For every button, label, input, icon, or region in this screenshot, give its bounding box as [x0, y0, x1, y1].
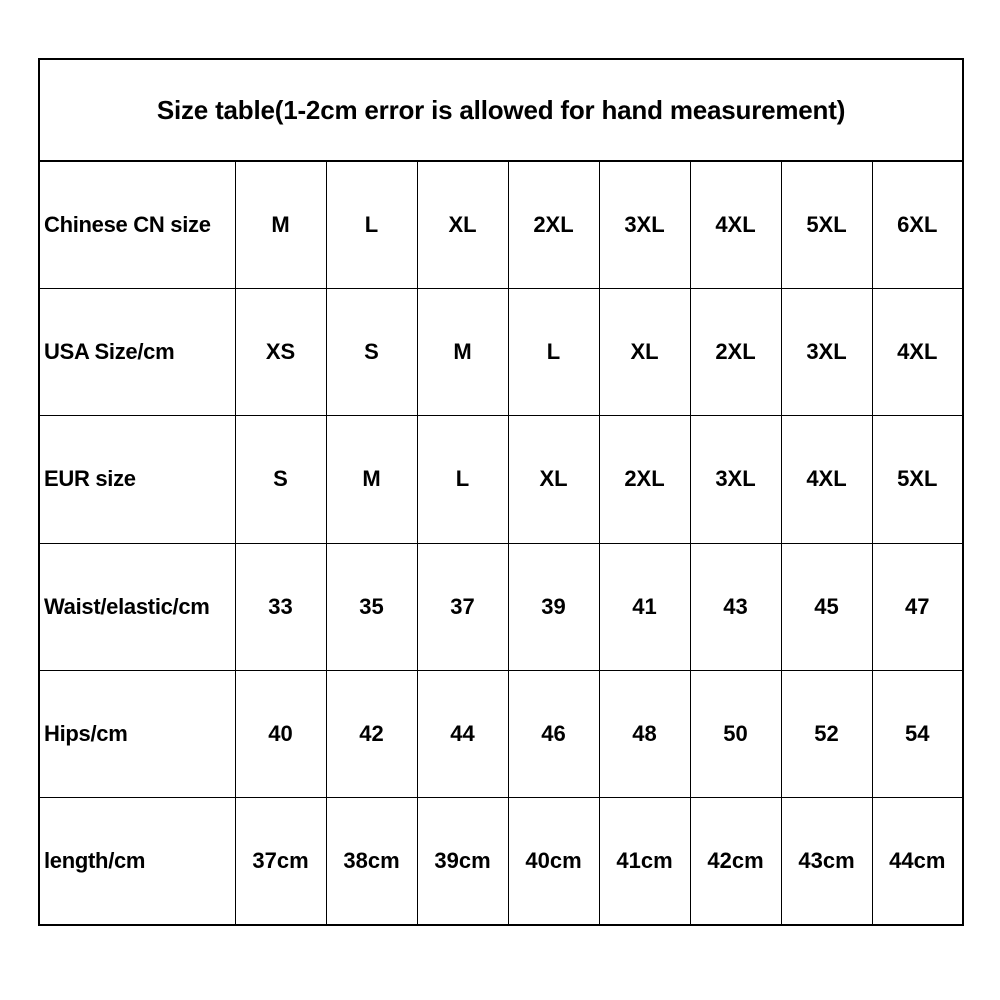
table-cell: L [326, 161, 417, 289]
table-cell: 52 [781, 670, 872, 797]
table-cell: 4XL [872, 289, 963, 416]
table-cell: 40cm [508, 797, 599, 925]
table-cell: M [235, 161, 326, 289]
table-cell: 39 [508, 543, 599, 670]
table-cell: 40 [235, 670, 326, 797]
table-cell: 3XL [599, 161, 690, 289]
table-cell: XL [417, 161, 508, 289]
table-cell: L [508, 289, 599, 416]
size-table [38, 58, 964, 926]
row-label: Waist/elastic/cm [39, 543, 235, 670]
table-cell: XL [599, 289, 690, 416]
table-cell: 38cm [326, 797, 417, 925]
table-row [39, 543, 963, 670]
row-label: length/cm [39, 797, 235, 925]
table-cell: M [417, 289, 508, 416]
table-cell: 39cm [417, 797, 508, 925]
table-cell: L [417, 416, 508, 543]
table-row [39, 416, 963, 543]
row-label: USA Size/cm [39, 289, 235, 416]
table-cell: 54 [872, 670, 963, 797]
table-cell: 48 [599, 670, 690, 797]
size-table-body [39, 59, 963, 925]
table-cell: 43 [690, 543, 781, 670]
table-cell: 43cm [781, 797, 872, 925]
table-cell: 3XL [690, 416, 781, 543]
row-label: EUR size [39, 416, 235, 543]
table-title-row [39, 59, 963, 161]
table-cell: 5XL [872, 416, 963, 543]
table-cell: 42 [326, 670, 417, 797]
table-cell: M [326, 416, 417, 543]
table-cell: S [235, 416, 326, 543]
table-cell: 37 [417, 543, 508, 670]
row-label: Chinese CN size [39, 161, 235, 289]
table-cell: 41cm [599, 797, 690, 925]
table-cell: 44cm [872, 797, 963, 925]
table-cell: 5XL [781, 161, 872, 289]
table-cell: 47 [872, 543, 963, 670]
table-cell: 3XL [781, 289, 872, 416]
table-row [39, 670, 963, 797]
table-cell: 45 [781, 543, 872, 670]
table-title: Size table(1-2cm error is allowed for hand measurement) [39, 59, 963, 161]
table-cell: 4XL [781, 416, 872, 543]
table-row [39, 797, 963, 925]
table-cell: 2XL [599, 416, 690, 543]
table-cell: 6XL [872, 161, 963, 289]
table-row [39, 161, 963, 289]
table-cell: XL [508, 416, 599, 543]
table-cell: 2XL [690, 289, 781, 416]
table-cell: S [326, 289, 417, 416]
table-cell: 42cm [690, 797, 781, 925]
table-cell: 50 [690, 670, 781, 797]
table-cell: 4XL [690, 161, 781, 289]
table-cell: 44 [417, 670, 508, 797]
table-cell: 41 [599, 543, 690, 670]
table-cell: 33 [235, 543, 326, 670]
table-cell: 2XL [508, 161, 599, 289]
table-row [39, 289, 963, 416]
table-cell: 37cm [235, 797, 326, 925]
table-cell: XS [235, 289, 326, 416]
row-label: Hips/cm [39, 670, 235, 797]
table-cell: 46 [508, 670, 599, 797]
table-cell: 35 [326, 543, 417, 670]
